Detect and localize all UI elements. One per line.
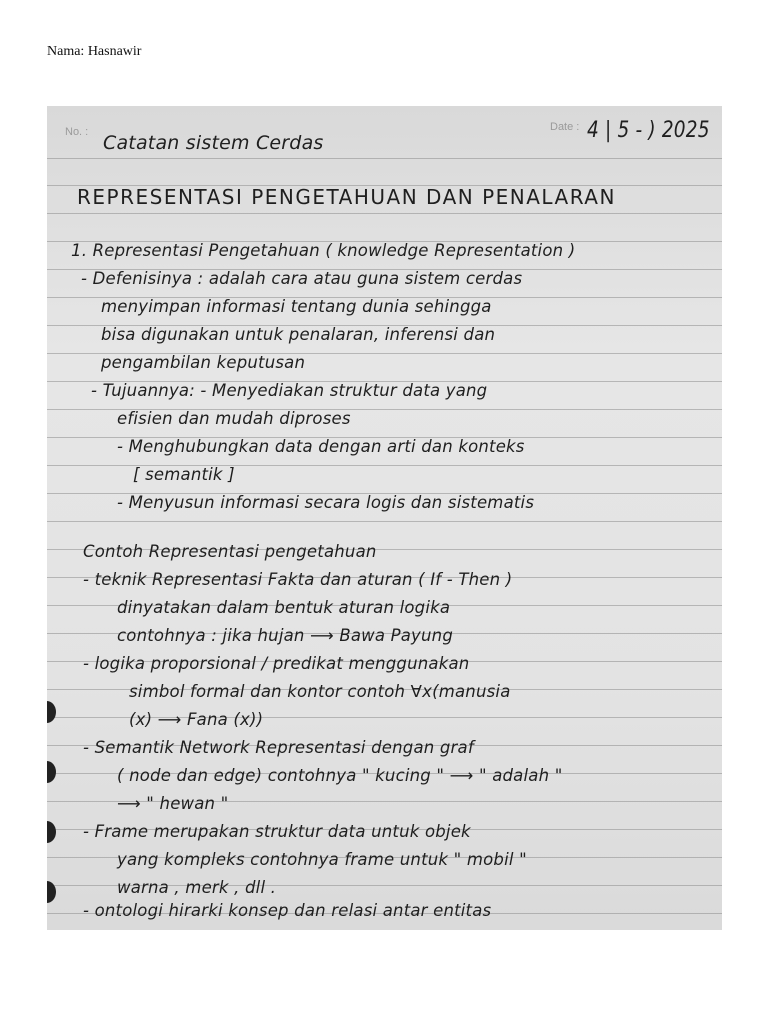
- note-title: Catatan sistem Cerdas: [103, 132, 324, 154]
- note-line: menyimpan informasi tentang dunia sehingga: [101, 297, 492, 316]
- note-line: yang kompleks contohnya frame untuk " mobil ": [117, 850, 527, 869]
- student-name: Nama: Hasnawir: [47, 44, 142, 59]
- note-line: - ontologi hirarki konsep dan relasi antar entitas: [83, 901, 492, 920]
- note-line: bisa digunakan untuk penalaran, inferensi dan: [101, 325, 496, 344]
- note-line: - Frame merupakan struktur data untuk objek: [83, 822, 471, 841]
- note-line: - Defenisinya : adalah cara atau guna sistem cerdas: [81, 269, 523, 288]
- note-line: Contoh Representasi pengetahuan: [83, 542, 377, 561]
- punch-hole: [47, 701, 56, 723]
- note-line: [ semantik ]: [133, 465, 235, 484]
- note-line: efisien dan mudah diproses: [117, 409, 351, 428]
- note-line: - Tujuannya: - Menyediakan struktur data yang: [91, 381, 488, 400]
- note-line: dinyatakan dalam bentuk aturan logika: [117, 598, 451, 617]
- note-line: (x) ⟶ Fana (x)): [129, 710, 264, 729]
- note-line: - Menyusun informasi secara logis dan sistematis: [117, 493, 535, 512]
- note-line: 1. Representasi Pengetahuan ( knowledge Representation ): [71, 241, 576, 260]
- no-label: No. :: [65, 126, 89, 138]
- note-line: warna , merk , dll .: [117, 878, 277, 897]
- ruled-line: [47, 521, 722, 522]
- note-line: ( node dan edge) contohnya " kucing " ⟶ " adalah ": [117, 766, 563, 785]
- ruled-line: [47, 213, 722, 214]
- date-label: Date :: [550, 121, 580, 133]
- ruled-line: [47, 158, 722, 159]
- note-line: ⟶ " hewan ": [117, 794, 229, 813]
- note-line: contohnya : jika hujan ⟶ Bawa Payung: [117, 626, 454, 645]
- note-line: pengambilan keputusan: [101, 353, 306, 372]
- notebook-photo: [47, 106, 722, 930]
- note-line: - teknik Representasi Fakta dan aturan ( If - Then ): [83, 570, 513, 589]
- punch-hole: [47, 821, 56, 843]
- note-line: - logika proporsional / predikat menggunakan: [83, 654, 470, 673]
- note-heading: REPRESENTASI PENGETAHUAN DAN PENALARAN: [77, 185, 616, 209]
- date-value: 4 | 5 - ) 2025: [587, 118, 710, 143]
- note-line: - Menghubungkan data dengan arti dan konteks: [117, 437, 525, 456]
- punch-hole: [47, 761, 56, 783]
- note-line: - Semantik Network Representasi dengan graf: [83, 738, 474, 757]
- note-line: simbol formal dan kontor contoh ∀x(manusia: [129, 682, 511, 701]
